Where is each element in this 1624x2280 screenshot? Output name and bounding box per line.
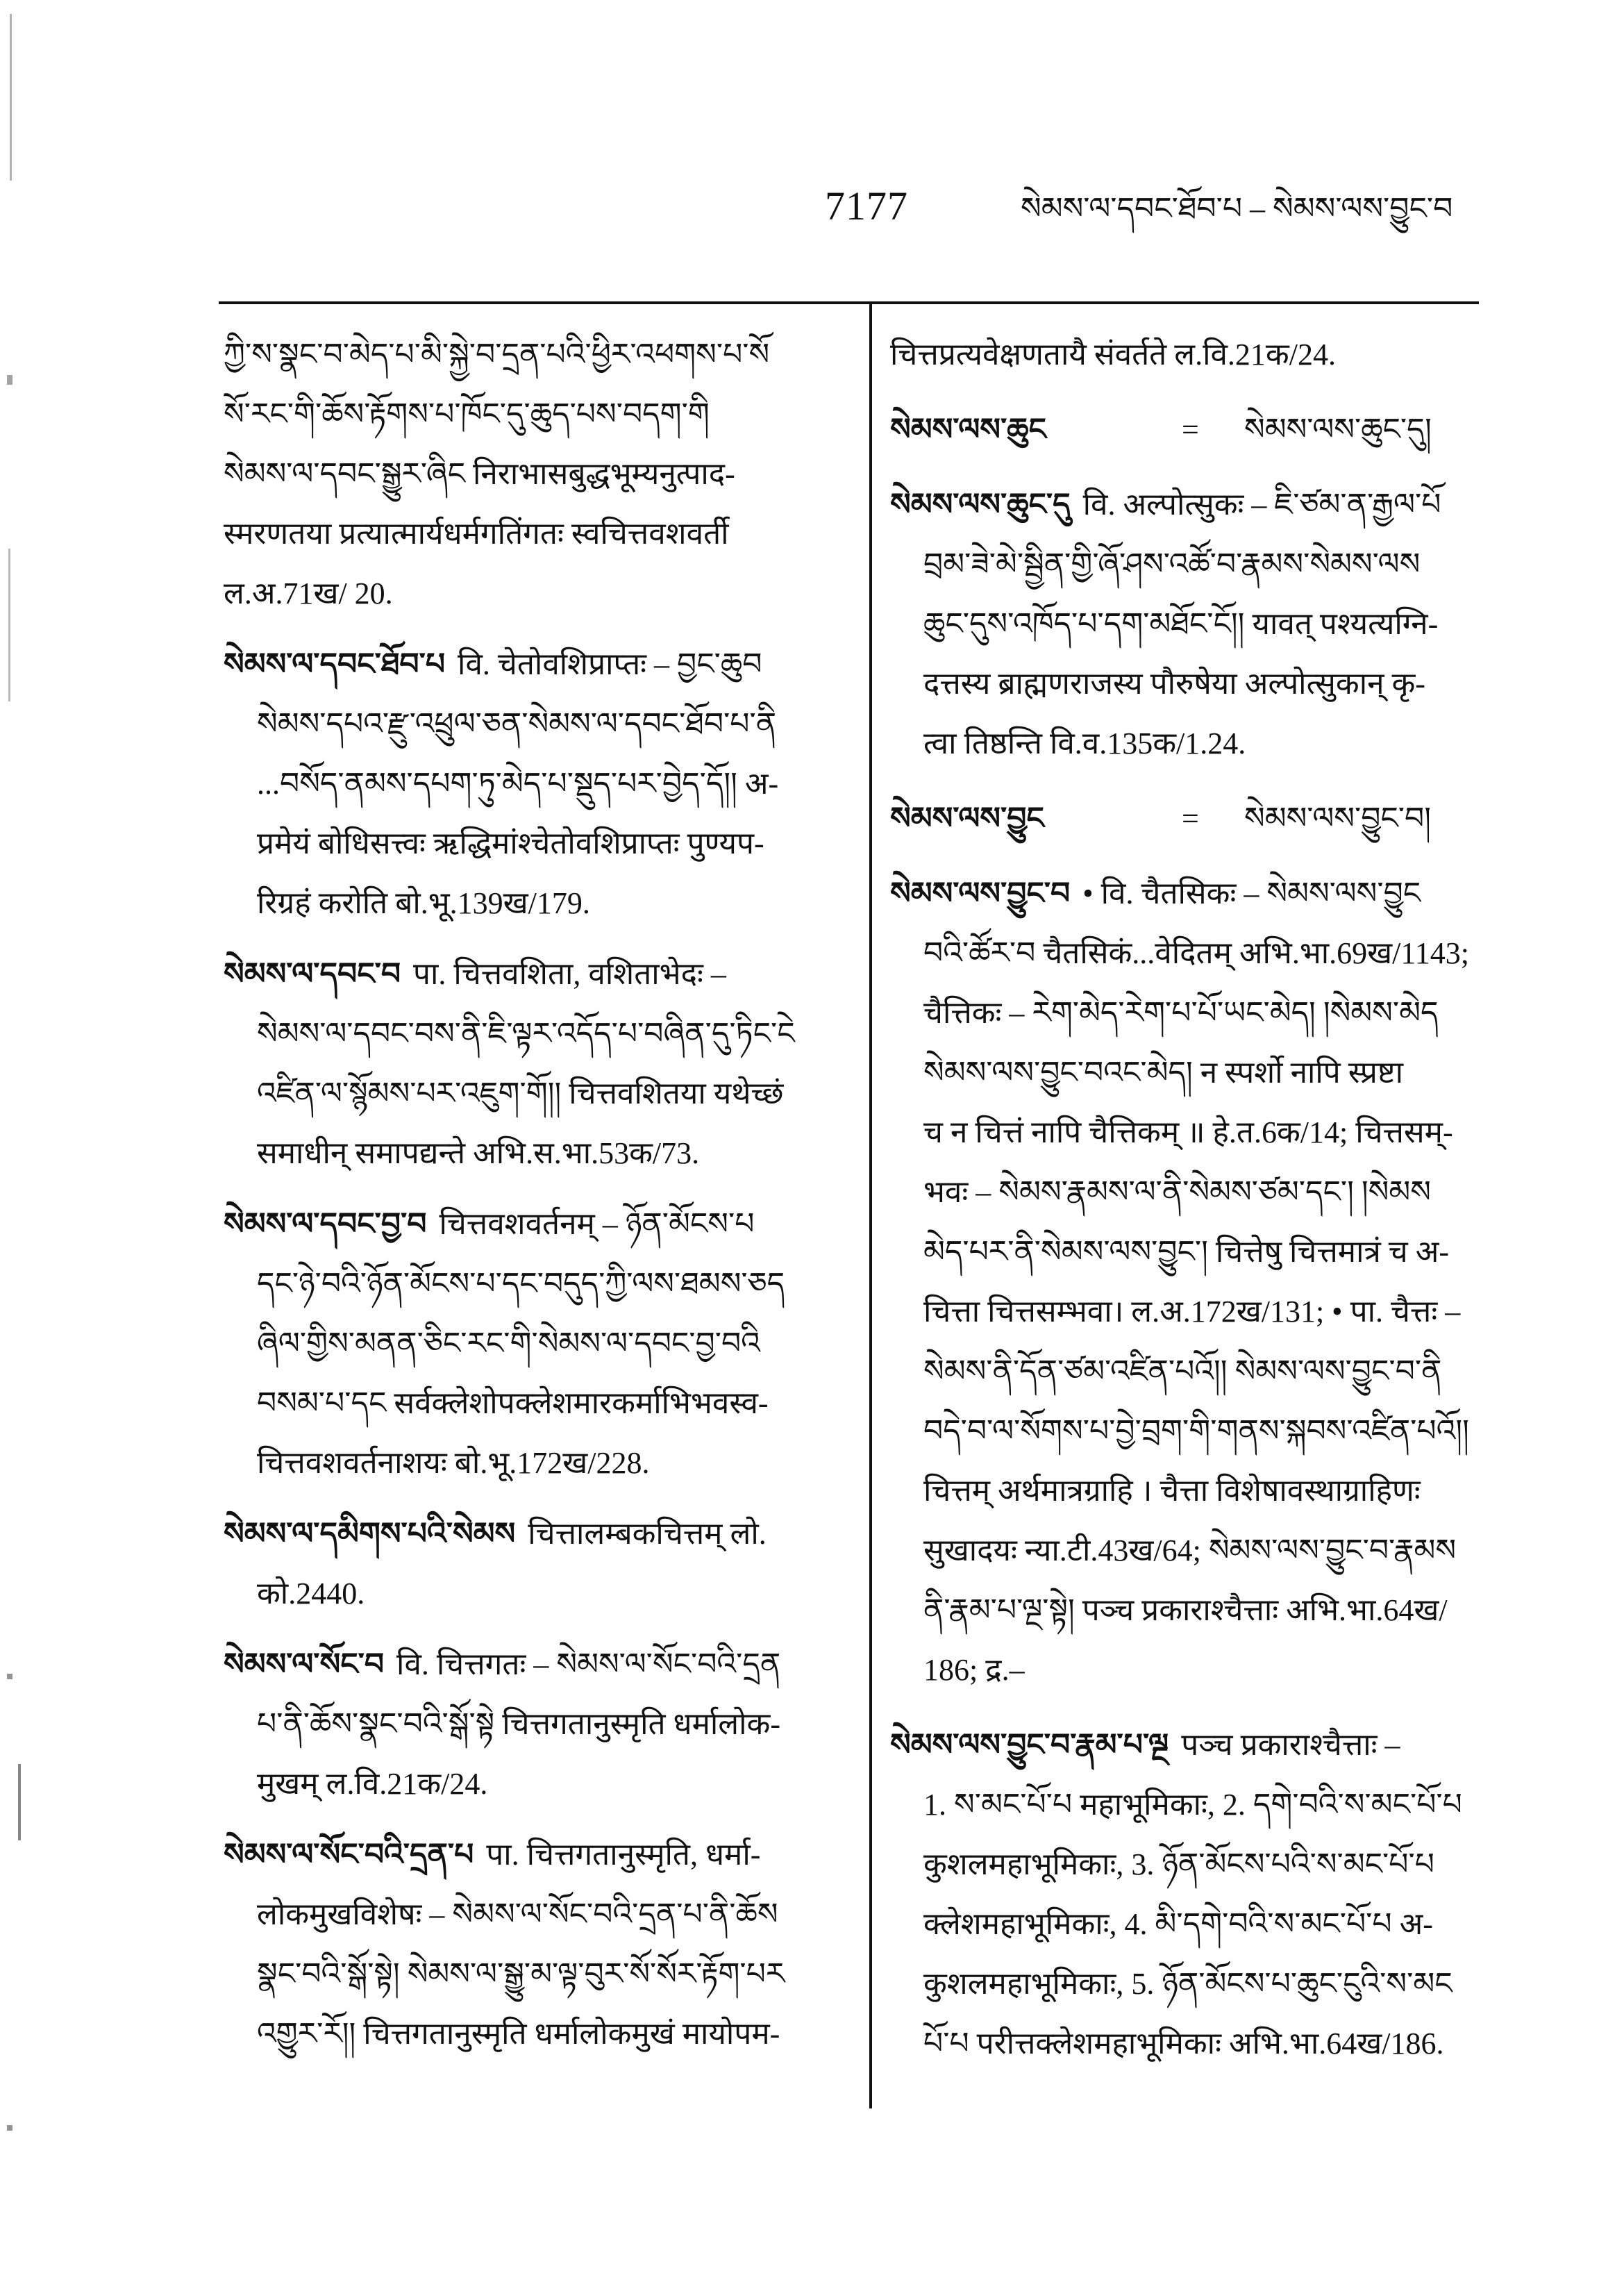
entry-line [890, 1775, 1480, 1835]
headword: སེམས་ལས་ཆུང [890, 413, 1046, 447]
line-text: པོ་པ परीत्तक्लेशमहाभूमिकाः अभि.भा.64ख/186. [923, 2027, 1444, 2061]
header-rule [219, 301, 1479, 304]
line-text: पा. चित्तवशिता, वशिताभेदः – [413, 957, 726, 991]
right-column [890, 325, 1480, 2103]
line-text: स्मरणतया प्रत्यात्मार्यधर्मगतिंगतः स्वचित्तवशवर्ती [224, 517, 729, 551]
entry-line [224, 635, 854, 694]
entry-line [224, 444, 854, 504]
left-column [224, 325, 854, 2103]
entry-line [224, 1564, 854, 1624]
line-text: སྣང་བའི་སྒོ་སྟེ། སེམས་ལ་སྒྱུ་མ་ལྟ་བུར་སོ་སོར་རྟོག་པར [257, 1957, 785, 1991]
headword: སེམས་ལ་དབང་བྱ་བ [224, 1207, 427, 1241]
line-text: བདེ་བ་ལ་སོགས་པ་བྱེ་བྲག་གི་གནས་སྐབས་འཛིན་པའོ།། [923, 1414, 1469, 1448]
running-head: སེམས་ལ་དབང་ཐོབ་པ – སེམས་ལས་བྱུང་བ [1021, 192, 1453, 226]
entry-line [890, 1954, 1480, 2014]
entry-line [224, 1195, 854, 1254]
line-text: चित्तम् अर्थमात्रग्राहि । चैत्ता विशेषावस्थाग्राहिणः [923, 1474, 1421, 1508]
dictionary-entry [224, 1825, 854, 2064]
headword: སེམས་ལ་སོང་བའི་དྲན་པ [224, 1838, 474, 1872]
dictionary-entry [890, 1715, 1480, 2074]
entry-line [890, 1715, 1480, 1775]
cross-reference-target: སེམས་ལས་བྱུང་བ། [1244, 801, 1432, 835]
line-text: कुशलमहाभूमिकाः, 5. ཉོན་མོངས་པ་ཆུང་ངུའི་ས་མང [923, 1967, 1453, 2001]
line-text: ल.अ.71ख/ 20. [224, 576, 393, 610]
headword: སེམས་ལ་དམིགས་པའི་སེམས [224, 1517, 516, 1551]
page-number: 7177 [825, 183, 908, 228]
dictionary-entry [890, 789, 1480, 849]
line-text: सुखादयः न्या.टी.43ख/64; སེམས་ལས་བྱུང་བ་རྣམས [923, 1533, 1457, 1567]
dictionary-entry [224, 1635, 854, 1814]
line-text: སེམས་ནི་དོན་ཙམ་འཛིན་པའོ།། སེམས་ལས་བྱུང་བ་ནི [923, 1354, 1442, 1388]
entry-continuation [890, 325, 1480, 385]
headword: སེམས་ལས་བྱུང་བ [890, 876, 1071, 910]
line-text: སེམས་ལས་བྱུང་བའང་མེད། न स्पर्शो नापि स्प्रष्टा [923, 1056, 1404, 1090]
entry-line [890, 714, 1480, 774]
entry-line [890, 1640, 1480, 1700]
entry-line [890, 1461, 1480, 1521]
scan-artifact [10, 14, 12, 181]
entry-line [224, 694, 854, 754]
entry-line [224, 1254, 854, 1314]
entry-line [224, 945, 854, 1004]
line-text: བྲམ་ཟེ་མེ་སྦྱིན་གྱི་ཞོ་ཤས་འཚོ་བ་རྣམས་སེམས་ལས [923, 547, 1421, 581]
entry-line [890, 1581, 1480, 1640]
line-text: སོ་རང་གི་ཆོས་རྟོགས་པ་ཁོང་དུ་ཆུད་པས་བདག་གི [224, 397, 710, 431]
line-text: प्रमेयं बोधिसत्त्वः ऋद्धिमांश्चेतोवशिप्राप्तः पुण्यप- [257, 826, 764, 860]
dictionary-entry [224, 635, 854, 933]
line-text: པ་ནི་ཆོས་སྣང་བའི་སྒོ་སྟེ चित्तगतानुस्मृति धर्मालोक- [257, 1707, 780, 1741]
headword: སེམས་ལ་དབང་བ [224, 957, 401, 991]
entry-line [224, 564, 854, 624]
dictionary-entry [890, 864, 1480, 1700]
line-text: चित्ता चित्तसम्भवा। ल.अ.172ख/131; • पा. चैत्तः – [923, 1295, 1461, 1329]
entry-line [890, 1103, 1480, 1163]
line-text: ཆུང་དུས་འཁོད་པ་དག་མཐོང་ངོ།། यावत् पश्यत्यग्नि- [923, 607, 1439, 641]
dictionary-entry [224, 945, 854, 1183]
line-text: ནི་རྣམ་པ་ལྔ་སྟེ། पञ्च प्रकाराश्चैत्ताः अभि.भा.64ख/ [923, 1593, 1448, 1627]
line-text: ཞིལ་གྱིས་མནན་ཅིང་རང་གི་སེམས་ལ་དབང་བྱ་བའི [257, 1326, 760, 1360]
entry-line [224, 1064, 854, 1124]
line-text: चित्तवशवर्तनम् – ཉོན་མོངས་པ [439, 1207, 755, 1241]
dictionary-entry [890, 400, 1480, 460]
entry-line [224, 1433, 854, 1493]
line-text: च न चित्तं नापि चैत्तिकम् ॥ हे.त.6क/14; चित्तसम्- [923, 1115, 1453, 1149]
line-text: 1. ས་མང་པོ་པ महाभूमिकाः, 2. དགེ་བའི་ས་མང་པོ་པ [923, 1788, 1462, 1822]
line-text: མེད་པར་ནི་སེམས་ལས་བྱུང་། चित्तेषु चित्तमात्रं च अ- [923, 1235, 1449, 1269]
dictionary-entry [224, 1504, 854, 1624]
entry-line [224, 754, 854, 814]
line-text: ...བསོད་ནམས་དཔག་ཏུ་མེད་པ་སྡུད་པར་བྱེད་དོ།། अ- [257, 767, 779, 801]
entry-line [224, 1374, 854, 1433]
headword: སེམས་ལ་དབང་ཐོབ་པ [224, 647, 446, 681]
line-text: འཛིན་ལ་སྙོམས་པར་འཇུག་གོ།། चित्तवशितया यथेच्छं [257, 1076, 784, 1110]
entry-line [890, 1521, 1480, 1581]
headword: སེམས་ལས་ཆུང་དུ [890, 488, 1071, 522]
cross-reference-target: སེམས་ལས་ཆུང་དུ། [1244, 413, 1432, 447]
entry-line [890, 924, 1480, 983]
line-text: चित्तवशवर्तनाशयः बो.भू.172ख/228. [257, 1446, 650, 1480]
line-text: चित्तप्रत्यवेक्षणतायै संवर्तते ल.वि.21क/24. [890, 338, 1336, 372]
line-text: पा. चित्तगतानुस्मृति, धर्मा- [486, 1838, 761, 1872]
entry-line [890, 475, 1480, 535]
line-text: 186; द्र.– [923, 1653, 1025, 1687]
entry-line [224, 814, 854, 874]
line-text: वि. अल्पोत्सुकः – ཇི་ཙམ་ན་རྒྱལ་པོ [1082, 488, 1441, 522]
scan-artifact [8, 549, 10, 701]
cross-reference-sign: = [1182, 801, 1199, 835]
entry-line [224, 1695, 854, 1754]
scan-artifact [18, 1764, 21, 1840]
entry-line [224, 874, 854, 933]
line-text: समाधीन् समापद्यन्ते अभि.स.भा.53क/73. [257, 1136, 700, 1170]
line-text: འགྱུར་རོ།། चित्तगतानुस्मृति धर्मालोकमुखं मायोपम- [257, 2017, 780, 2051]
line-text: ཀྱི་ས་སྣང་བ་མེད་པ་མི་སྐྱེ་བ་དྲན་པའི་ཕྱིར་འཕགས་པ་སོ [224, 338, 770, 372]
line-text: སེམས་ལ་དབང་སྒྱུར་ཞིང निराभासबुद्धभूम्यनुत्पाद- [224, 457, 735, 491]
line-text: मुखम् ल.वि.21क/24. [257, 1767, 488, 1801]
scan-artifact [7, 1674, 12, 1679]
entry-line [224, 1504, 854, 1564]
line-text: चित्तालम्बकचित्तम् लो. [528, 1517, 767, 1551]
line-text: लोकमुखविशेषः – སེམས་ལ་སོང་བའི་དྲན་པ་ནི་ཆོས [257, 1897, 778, 1931]
line-text: रिग्रहं करोति बो.भू.139ख/179. [257, 886, 590, 920]
entry-line [224, 504, 854, 564]
entry-line [224, 1825, 854, 1885]
entry-line [890, 1163, 1480, 1222]
dictionary-entry [890, 475, 1480, 774]
entry-line [890, 325, 1480, 385]
entry-line [890, 864, 1480, 924]
entry-line [890, 1895, 1480, 1954]
entry-line [224, 2004, 854, 2064]
entry-line [224, 1635, 854, 1695]
line-text: कुशलमहाभूमिकाः, 3. ཉོན་མོངས་པའི་ས་མང་པོ་པ [923, 1847, 1434, 1881]
entry-line [890, 983, 1480, 1043]
line-text: दत्तस्य ब्राह्मणराजस्य पौरुषेया अल्पोत्सुकान् कृ- [923, 667, 1425, 701]
line-text: को.2440. [257, 1576, 365, 1611]
entry-line [890, 1401, 1480, 1461]
line-text: སེམས་དཔའ་རྫུ་འཕྲུལ་ཅན་སེམས་ལ་དབང་ཐོབ་པ་ནི [257, 707, 777, 741]
column-divider [869, 303, 872, 2108]
entry-line [890, 654, 1480, 714]
line-text: वि. चित्तगतः – སེམས་ལ་སོང་བའི་དྲན [396, 1647, 781, 1681]
line-text: • वि. चैतसिकः – སེམས་ལས་བྱུང [1082, 876, 1421, 910]
line-text: བསམ་པ་དང सर्वक्लेशोपक्लेशमारकर्माभिभवस्व- [257, 1386, 769, 1420]
entry-line [890, 1043, 1480, 1103]
headword: སེམས་ལས་བྱུང་བ་རྣམ་པ་ལྔ [890, 1728, 1169, 1762]
entry-line [890, 1282, 1480, 1342]
entry-line [890, 789, 1480, 849]
entry-line [224, 385, 854, 444]
scan-artifact [7, 375, 12, 385]
headword: སེམས་ལ་སོང་བ [224, 1647, 385, 1681]
entry-line [224, 1004, 854, 1064]
line-text: त्वा तिष्ठन्ति वि.व.135क/1.24. [923, 726, 1246, 760]
entry-line [890, 535, 1480, 594]
headword: སེམས་ལས་བྱུང [890, 801, 1044, 835]
entry-line [224, 325, 854, 385]
cross-reference-sign: = [1182, 413, 1199, 447]
dictionary-entry [224, 1195, 854, 1493]
entry-line [224, 1945, 854, 2004]
entry-line [890, 1835, 1480, 1895]
entry-line [224, 1124, 854, 1183]
entry-line [890, 1222, 1480, 1282]
line-text: पञ्च प्रकाराश्चैत्ताः – [1181, 1728, 1400, 1762]
entry-line [890, 2014, 1480, 2074]
entry-line [890, 400, 1480, 460]
line-text: སེམས་ལ་དབང་བས་ནི་ཇི་ལྟར་འདོད་པ་བཞིན་དུ་ཏིང་ངེ [257, 1017, 795, 1051]
line-text: वि. चेतोवशिप्राप्तः – བྱང་ཆུབ [458, 647, 762, 681]
line-text: भवः – སེམས་རྣམས་ལ་ནི་སེམས་ཙམ་དང་། །སེམས [923, 1175, 1431, 1209]
entry-line [224, 1885, 854, 1945]
entry-line [224, 1314, 854, 1374]
line-text: क्लेशमहाभूमिकाः, 4. མི་དགེ་བའི་ས་མང་པོ་པ अ- [923, 1907, 1433, 1941]
entry-line [890, 594, 1480, 654]
entry-line [890, 1342, 1480, 1401]
entry-line [224, 1754, 854, 1814]
line-text: चैत्तिकः – རེག་མེད་རེག་པ་པོ་ཡང་མེད། །སེམས་མེད [923, 996, 1439, 1030]
entry-continuation [224, 325, 854, 624]
scan-artifact [7, 2125, 12, 2131]
line-text: བའི་ཚོར་བ चैतसिकं...वेदितम् अभि.भा.69ख/1143; [923, 936, 1469, 970]
line-text: དང་ཉེ་བའི་ཉོན་མོངས་པ་དང་བདུད་ཀྱི་ལས་ཐམས་ཅད [257, 1267, 785, 1301]
